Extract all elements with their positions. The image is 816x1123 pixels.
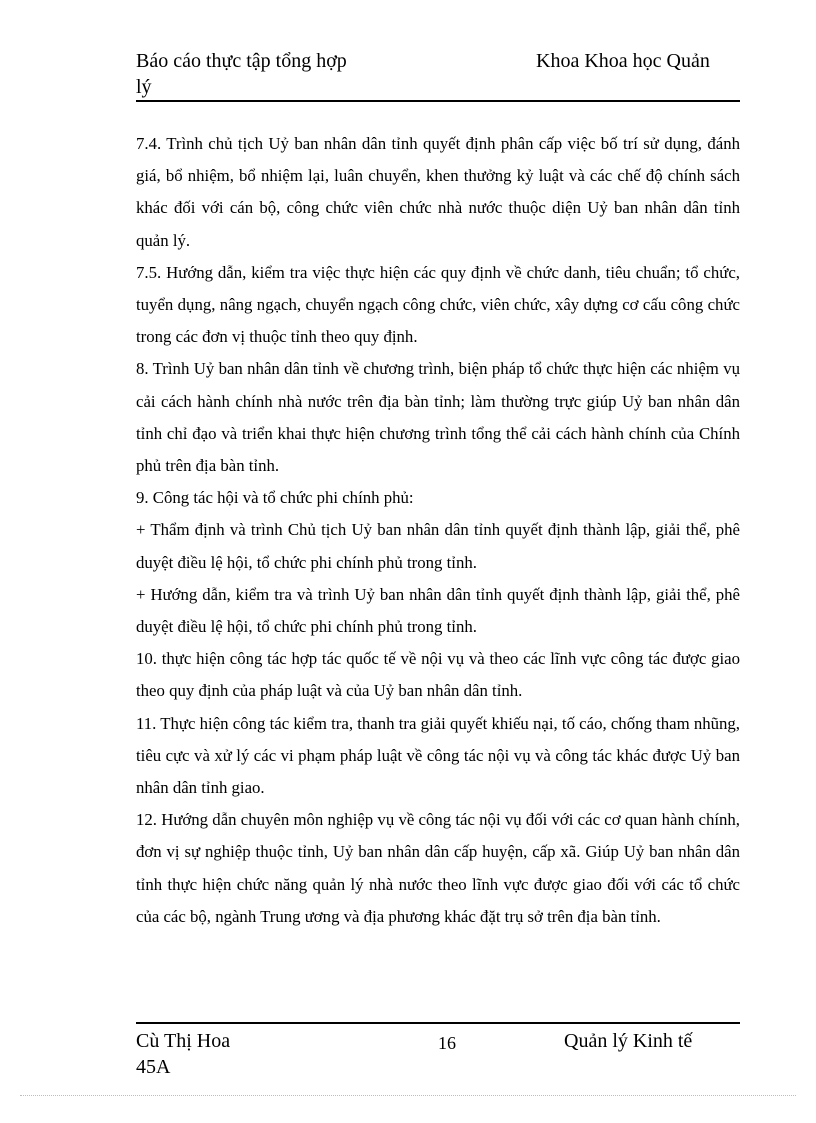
paragraph-9: 9. Công tác hội và tổ chức phi chính phủ: (136, 488, 414, 508)
footer-major: Quản lý Kinh tế (564, 1030, 693, 1052)
document-body (136, 128, 740, 933)
page-header (136, 48, 740, 102)
paragraph-9-item-2: + Hướng dẫn, kiểm tra và trình Uỷ ban nhân dân tỉnh quyết định thành lập, giải thể, phê duyệt điều lệ hội, tổ chức phi chính phủ trong tỉnh. (136, 584, 740, 637)
header-report-title (136, 48, 396, 100)
header-faculty: Khoa Khoa học Quản (536, 50, 710, 72)
page-number: 16 (438, 1033, 456, 1053)
paragraph-12: 12. Hướng dẫn chuyên môn nghiệp vụ về công tác nội vụ đối với các cơ quan hành chính, đơn vị sự nghiệp thuộc tỉnh, Uỷ ban nhân dân cấp huyện, cấp xã. Giúp Uỷ ban nhân dân tỉnh thực hiện chức năng quản lý nhà nước theo lĩnh vực được giao đối với các tổ chức của các bộ, ngành Trung ương và địa phương khác đặt trụ sở trên địa bàn tỉnh. (136, 810, 740, 926)
footer-author: Cù Thị Hoa 45A (136, 1030, 231, 1078)
paragraph-7-5: 7.5. Hướng dẫn, kiểm tra việc thực hiện các quy định về chức danh, tiêu chuẩn; tổ chức, tuyển dụng, nâng ngạch, chuyển ngạch công chức, viên chức, xây dựng cơ cấu công chức trong các đơn vị thuộc tỉnh theo quy định. (136, 262, 740, 347)
paragraph-7-4: 7.4. Trình chủ tịch Uỷ ban nhân dân tỉnh quyết định phân cấp việc bố trí sử dụng, đánh giá, bổ nhiệm, bổ nhiệm lại, luân chuyển, khen thưởng kỷ luật và các chế độ chính sách khác đối với cán bộ, công chức viên chức nhà nước thuộc diện Uỷ ban nhân dân tỉnh quản lý. (136, 134, 740, 250)
paragraph-8: 8. Trình Uỷ ban nhân dân tỉnh về chương trình, biện pháp tổ chức thực hiện các nhiệm vụ cải cách hành chính nhà nước trên địa bàn tỉnh; làm thường trực giúp Uỷ ban nhân dân tỉnh chỉ đạo và triển khai thực hiện chương trình tổng thể cải cách hành chính của Chính phủ trên địa bàn tỉnh. (136, 359, 740, 476)
page-footer (136, 1022, 740, 1078)
header-report-title-text: Báo cáo thực tập tổng hợp (136, 50, 347, 72)
paragraph-11: 11. Thực hiện công tác kiểm tra, thanh tra giải quyết khiếu nại, tố cáo, chống tham nhũng, tiêu cực và xử lý các vi phạm pháp luật về công tác nội vụ và công tác khác được Uỷ ban nhân dân tỉnh giao. (136, 713, 740, 798)
paragraph-9-item-1: + Thẩm định và trình Chủ tịch Uỷ ban nhân dân tỉnh quyết định thành lập, giải thể, phê duyệt điều lệ hội, tổ chức phi chính phủ trong tỉnh. (136, 520, 740, 572)
page-edge-divider (20, 1095, 796, 1096)
paragraph-10: 10. thực hiện công tác hợp tác quốc tế về nội vụ và theo các lĩnh vực công tác được giao theo quy định của pháp luật và của Uỷ ban nhân dân tỉnh. (136, 649, 740, 701)
header-report-title-continued: lý (136, 76, 152, 98)
